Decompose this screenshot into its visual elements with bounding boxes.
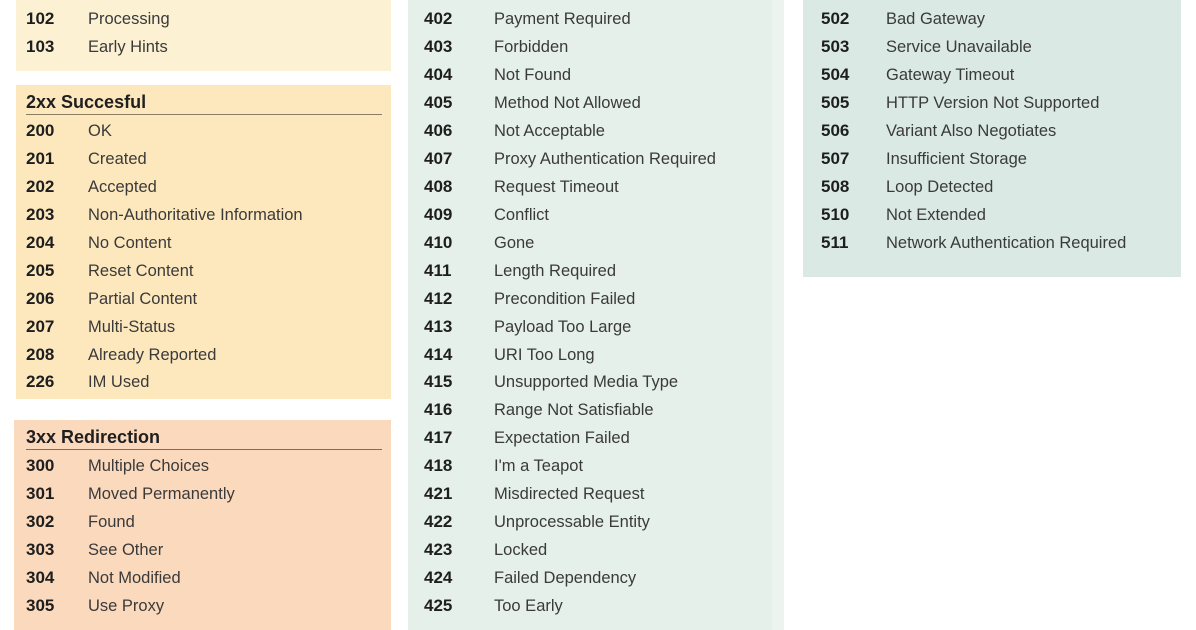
- status-text: OK: [88, 122, 112, 140]
- status-text: No Content: [88, 234, 172, 252]
- status-code: 103: [26, 37, 55, 56]
- status-text: Payload Too Large: [494, 318, 632, 336]
- status-code: 410: [424, 233, 453, 252]
- status-code: 201: [26, 149, 55, 168]
- status-text: I'm a Teapot: [494, 457, 584, 475]
- status-text: URI Too Long: [494, 346, 595, 364]
- status-code: 414: [424, 345, 453, 364]
- status-code: 411: [424, 261, 452, 280]
- status-code: 508: [821, 177, 850, 196]
- status-text: Not Acceptable: [494, 122, 605, 140]
- group-heading-2xx: 2xx Succesful: [26, 92, 382, 115]
- status-code: 412: [424, 289, 453, 308]
- status-text: Range Not Satisfiable: [494, 401, 654, 419]
- status-code: 506: [821, 121, 850, 140]
- status-code: 505: [821, 93, 850, 112]
- status-text: Method Not Allowed: [494, 94, 641, 112]
- status-text: Locked: [494, 541, 548, 559]
- status-text: Use Proxy: [88, 597, 165, 615]
- status-text: See Other: [88, 541, 164, 559]
- status-code: 205: [26, 261, 55, 280]
- status-code: 504: [821, 65, 850, 84]
- status-text: Multiple Choices: [88, 457, 210, 475]
- status-code: 200: [26, 121, 55, 140]
- status-text: Unsupported Media Type: [494, 373, 679, 391]
- status-code: 502: [821, 9, 850, 28]
- status-code: 206: [26, 289, 55, 308]
- status-text: Request Timeout: [494, 178, 619, 196]
- status-code: 226: [26, 372, 55, 391]
- status-code: 405: [424, 93, 453, 112]
- status-code: 425: [424, 596, 453, 615]
- status-text: Unprocessable Entity: [494, 513, 650, 531]
- status-code: 416: [424, 400, 453, 419]
- status-text: Network Authentication Required: [886, 234, 1127, 252]
- status-code: 302: [26, 512, 55, 531]
- status-text: Failed Dependency: [494, 569, 637, 587]
- status-text: Insufficient Storage: [886, 150, 1027, 168]
- status-code: 511: [821, 233, 849, 252]
- status-code: 301: [26, 484, 55, 503]
- status-text: Processing: [88, 10, 170, 28]
- panel-1xx-informational: [16, 0, 391, 71]
- status-text: Misdirected Request: [494, 485, 645, 503]
- status-code: 423: [424, 540, 453, 559]
- status-text: Loop Detected: [886, 178, 994, 196]
- status-code: 510: [821, 205, 850, 224]
- status-text: Gateway Timeout: [886, 66, 1015, 84]
- status-text: IM Used: [88, 373, 150, 391]
- status-text: Bad Gateway: [886, 10, 986, 28]
- status-code: 304: [26, 568, 55, 587]
- status-code: 507: [821, 149, 850, 168]
- panel-4xx-edge: [772, 0, 784, 630]
- status-code: 204: [26, 233, 55, 252]
- status-code: 300: [26, 456, 55, 475]
- status-text: Conflict: [494, 206, 550, 224]
- status-code: 404: [424, 65, 453, 84]
- status-text: HTTP Version Not Supported: [886, 94, 1100, 112]
- status-text: Created: [88, 150, 147, 168]
- status-text: Partial Content: [88, 290, 198, 308]
- status-text: Moved Permanently: [88, 485, 235, 503]
- status-code: 207: [26, 317, 55, 336]
- status-code: 408: [424, 177, 453, 196]
- status-code: 403: [424, 37, 453, 56]
- status-code: 203: [26, 205, 55, 224]
- status-text: Not Extended: [886, 206, 986, 224]
- group-heading-3xx: 3xx Redirection: [26, 427, 382, 450]
- status-code: 421: [424, 484, 453, 503]
- status-code: 422: [424, 512, 453, 531]
- status-code: 417: [424, 428, 453, 447]
- status-code: 415: [424, 372, 453, 391]
- status-code: 418: [424, 456, 453, 475]
- status-text: Length Required: [494, 262, 617, 280]
- status-text: Not Found: [494, 66, 572, 84]
- status-code: 402: [424, 9, 453, 28]
- status-code: 409: [424, 205, 453, 224]
- status-text: Reset Content: [88, 262, 194, 280]
- status-text: Early Hints: [88, 38, 168, 56]
- status-text: Precondition Failed: [494, 290, 636, 308]
- status-code: 202: [26, 177, 55, 196]
- status-code: 424: [424, 568, 453, 587]
- status-code: 303: [26, 540, 55, 559]
- status-text: Already Reported: [88, 346, 217, 364]
- status-text: Gone: [494, 234, 535, 252]
- status-text: Non-Authoritative Information: [88, 206, 303, 224]
- status-code: 407: [424, 149, 453, 168]
- status-text: Too Early: [494, 597, 563, 615]
- status-code: 406: [424, 121, 453, 140]
- status-code: 503: [821, 37, 850, 56]
- status-text: Service Unavailable: [886, 38, 1032, 56]
- status-text: Multi-Status: [88, 318, 176, 336]
- status-text: Expectation Failed: [494, 429, 630, 447]
- status-text: Accepted: [88, 178, 157, 196]
- status-text: Not Modified: [88, 569, 181, 587]
- status-code: 305: [26, 596, 55, 615]
- status-text: Proxy Authentication Required: [494, 150, 716, 168]
- status-code: 208: [26, 345, 55, 364]
- status-text: Found: [88, 513, 135, 531]
- status-text: Payment Required: [494, 10, 631, 28]
- status-text: Forbidden: [494, 38, 569, 56]
- status-code: 102: [26, 9, 55, 28]
- status-text: Variant Also Negotiates: [886, 122, 1057, 140]
- status-code: 413: [424, 317, 453, 336]
